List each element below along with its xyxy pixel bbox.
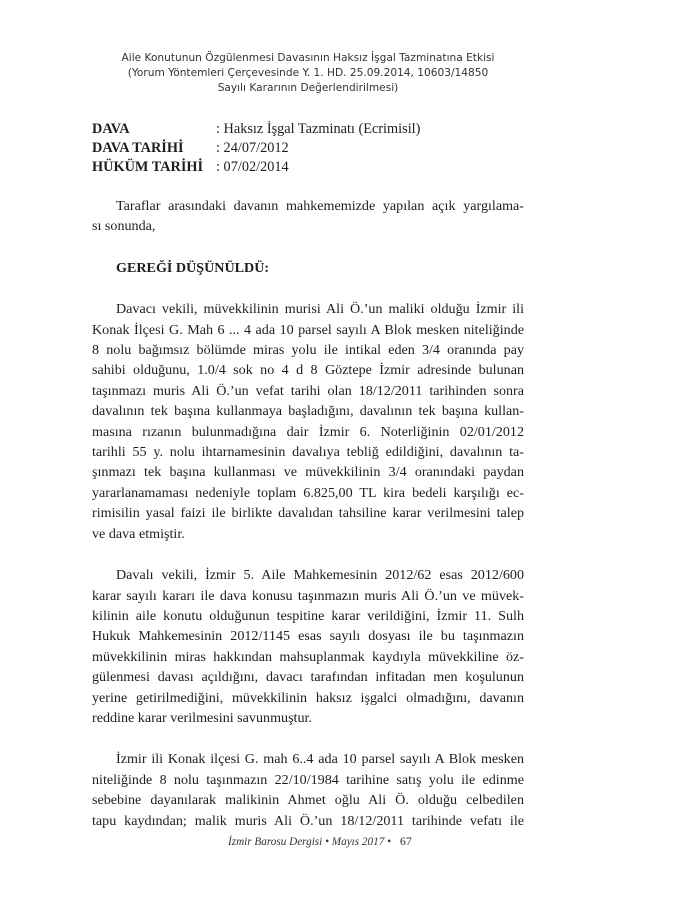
text-line: davalının tek başına kullanmaya başladığını, davalının tek başına kullan- — [92, 403, 524, 420]
text-line: gülenmesi davası açıldığını, davacı tarafından infitadan men koşulunun — [92, 669, 524, 686]
text-line: yararlanamaması nedeniyle toplam 6.825,00 TL kira bedeli karşılığı ec- — [92, 484, 524, 501]
text-line: sebebine dayanılarak malikinin Ahmet oğlu Ali Ö. olduğu celbedilen — [92, 792, 524, 809]
meta-value: : Haksız İşgal Tazminatı (Ecrimisil) — [216, 121, 421, 137]
meta-row-dava-tarihi — [92, 139, 420, 158]
defendant-paragraph — [92, 565, 524, 728]
text-line: ve dava etmiştir. — [92, 525, 185, 542]
text-line: Hukuk Mahkemesinin 2012/1145 esas sayılı dosyası ile bu taşınmazın — [92, 628, 524, 645]
header-line: Sayılı Kararının Değerlendirilmesi) — [217, 82, 399, 94]
text-line: Davacı vekili, müvekkilinin murisi Ali Ö.’un maliki olduğu İzmir ili — [116, 301, 524, 318]
section-heading: GEREĞİ DÜŞÜNÜLDÜ: — [116, 259, 270, 276]
meta-value: : 07/02/2014 — [216, 159, 289, 175]
meta-key: DAVA TARİHİ — [92, 140, 184, 156]
text-line: rimisilin yasal faizi ile birlikte davalıdan tahsiline karar verilmesini talep — [92, 505, 524, 522]
text-line: Taraflar arasındaki davanın mahkememizde yapılan açık yargılama- — [116, 198, 524, 214]
meta-row-dava — [92, 120, 420, 139]
header-line: (Yorum Yöntemleri Çerçevesinde Y. 1. HD. 25.09.2014, 10603/14850 — [127, 67, 489, 79]
text-line: niteliğinde 8 nolu taşınmazın 22/10/1984 tarihine satış yolu ile edinme — [92, 771, 524, 788]
meta-key: DAVA — [92, 121, 130, 137]
running-header — [92, 51, 524, 96]
body-text — [92, 196, 524, 831]
page-footer — [228, 834, 412, 849]
text-line: şınmazı tek başına kullanması ve müvekkilinin 3/4 oranındaki paydan — [92, 464, 524, 481]
text-line: Konak İlçesi G. Mah 6 ... 4 ada 10 parsel sayılı A Blok mesken niteliğinde — [92, 321, 524, 338]
journal-name: İzmir Barosu Dergisi • Mayıs 2017 • — [228, 836, 392, 848]
page-number: 67 — [399, 834, 412, 848]
text-line: İzmir ili Konak ilçesi G. mah 6..4 ada 10 parsel sayılı A Blok mesken — [116, 751, 524, 768]
text-line: reddine karar verilmesini savunmuştur. — [92, 709, 312, 726]
text-line: 8 nolu bağımsız bölümde miras yolu ile intikal eden 3/4 oranında pay — [92, 342, 524, 359]
text-line: kilinin aile konutu olduğunun tespitine karar verildiğini, İzmir 11. Sulh — [92, 607, 524, 624]
text-line: tapu kaydından; malik muris Ali Ö.’un 18/12/2011 tarihinde vefatı ile — [92, 812, 524, 829]
case-metadata — [92, 120, 420, 177]
findings-paragraph — [92, 749, 524, 831]
intro-paragraph — [92, 196, 524, 237]
text-line: karar sayılı kararı ile dava konusu taşınmazın muris Ali Ö.’un ve müvek- — [92, 587, 524, 604]
plaintiff-paragraph — [92, 299, 524, 544]
meta-row-hukum-tarihi — [92, 158, 420, 177]
text-line: taşınmazı muris Ali Ö.’un vefat tarihi olan 18/12/2011 tarihinden sonra — [92, 382, 524, 399]
text-line: sı sonunda, — [92, 218, 156, 235]
text-line: yerine getirilmediğini, müvekkilinin haksız işgalci olmadığını, davanın — [92, 689, 524, 706]
meta-key: HÜKÜM TARİHİ — [92, 159, 204, 175]
text-line: Davalı vekili, İzmir 5. Aile Mahkemesinin 2012/62 esas 2012/600 — [116, 567, 524, 584]
text-line: müvekkilinin miras hakkından mahsuplanmak kaydıyla müvekkiline öz- — [92, 648, 524, 665]
meta-value: : 24/07/2012 — [216, 140, 289, 156]
text-line: tarihli 55 y. nolu ihtarnamesinin davalıya tebliğ edildiğini, davalının ta- — [92, 444, 524, 461]
text-line: sahibi olduğunu, 1.0/4 sok no 4 d 8 Göztepe İzmir adresinde bulunan — [92, 362, 524, 379]
text-line: masına rızanın bulunmadığına dair İzmir 6. Noterliğinin 02/01/2012 — [92, 423, 524, 440]
header-line: Aile Konutunun Özgülenmesi Davasının Haksız İşgal Tazminatına Etkisi — [121, 52, 495, 64]
